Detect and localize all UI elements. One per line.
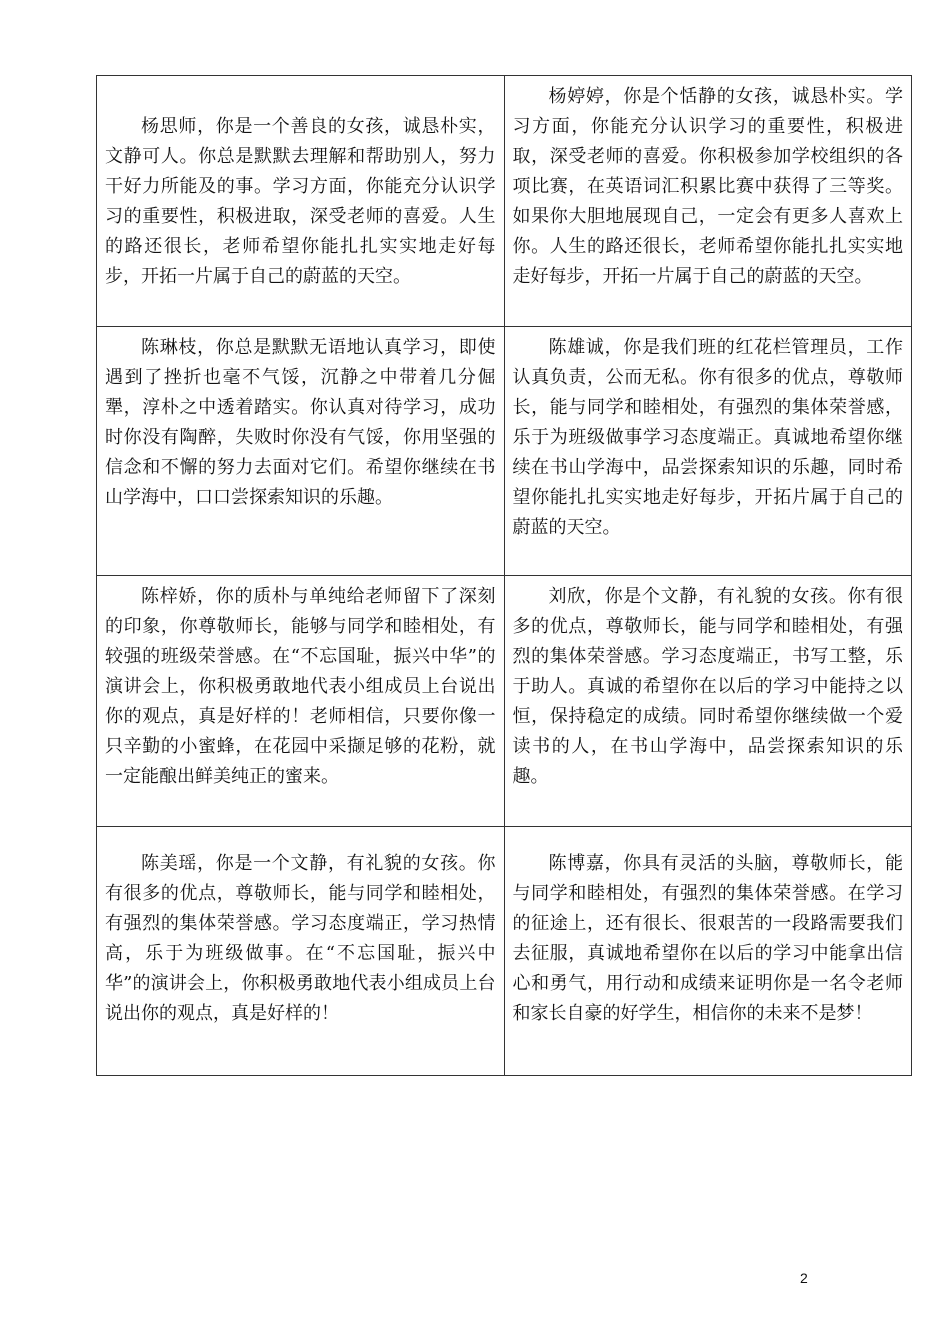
table-row — [97, 827, 912, 1076]
comment-text: 杨婷婷，你是个恬静的女孩，诚恳朴实。学习方面，你能充分认识学习的重要性，积极进取，深受老师的喜爱。你积极参加学校组织的各项比赛，在英语词汇积累比赛中获得了三等奖。如果你大胆地展现自己，一定会有更多人喜欢上你。人生的路还很长，老师希望你能扎扎实实地走好每步，开拓一片属于自己的蔚蓝的天空。 — [512, 86, 903, 287]
comment-text: 陈梓娇，你的质朴与单纯给老师留下了深刻的印象，你尊敬师长，能够与同学和睦相处，有较强的班级荣誉感。在“不忘国耻，振兴中华”的演讲会上，你积极勇敢地代表小组成员上台说出你的观点，真是好样的！老师相信，只要你像一只辛勤的小蜜蜂，在花园中采撷足够的花粉，就一定能酿出鲜美纯正的蜜来。 — [105, 586, 496, 787]
comment-text: 刘欣，你是个文静，有礼貌的女孩。你有很多的优点，尊敬师长，能与同学和睦相处，有强烈的集体荣誉感。学习态度端正，书写工整，乐于助人。真诚的希望你在以后的学习中能持之以恒，保持稳定的成绩。同时希望你继续做一个爱读书的人，在书山学海中，品尝探索知识的乐趣。 — [512, 586, 903, 787]
comment-cell-liu-xin — [504, 576, 912, 827]
comment-cell-yang-tingting — [504, 76, 912, 327]
comment-text: 陈雄诚，你是我们班的红花栏管理员，工作认真负责，公而无私。你有很多的优点，尊敬师长，能与同学和睦相处，有强烈的集体荣誉感，乐于为班级做事学习态度端正。真诚地希望你继续在书山学海中，品尝探索知识的乐趣，同时希望你能扎扎实实地走好每步，开拓片属于自己的蔚蓝的天空。 — [512, 337, 903, 538]
comment-cell-chen-xiongcheng — [504, 327, 912, 576]
table-row — [97, 576, 912, 827]
student-comments-table — [96, 75, 912, 1076]
page-number: 2 — [800, 1270, 808, 1286]
comment-text: 杨思师，你是一个善良的女孩，诚恳朴实，文静可人。你总是默默去理解和帮助别人，努力干好力所能及的事。学习方面，你能充分认识学习的重要性，积极进取，深受老师的喜爱。人生的路还很长，老师希望你能扎扎实实地走好每步，开拓一片属于自己的蔚蓝的天空。 — [105, 116, 496, 287]
comment-cell-chen-linzhi — [97, 327, 505, 576]
table-row — [97, 76, 912, 327]
comment-cell-yang-sishi — [97, 76, 505, 327]
comment-text: 陈美瑶，你是一个文静，有礼貌的女孩。你有很多的优点，尊敬师长，能与同学和睦相处，有强烈的集体荣誉感。学习态度端正，学习热情高，乐于为班级做事。在“不忘国耻，振兴中华”的演讲会上，你积极勇敢地代表小组成员上台说出你的观点，真是好样的！ — [105, 853, 496, 1024]
comment-text: 陈琳枝，你总是默默无语地认真学习，即使遇到了挫折也毫不气馁，沉静之中带着几分倔犟，淳朴之中透着踏实。你认真对待学习，成功时你没有陶醉，失败时你没有气馁，你用坚强的信念和不懈的努力去面对它们。希望你继续在书山学海中，口口尝探索知识的乐趣。 — [105, 337, 496, 508]
comment-text: 陈博嘉，你具有灵活的头脑，尊敬师长，能与同学和睦相处，有强烈的集体荣誉感。在学习的征途上，还有很长、很艰苦的一段路需要我们去征服，真诚地希望你在以后的学习中能拿出信心和勇气，用行动和成绩来证明你是一名令老师和家长自豪的好学生，相信你的未来不是梦！ — [512, 853, 903, 1024]
table-row — [97, 327, 912, 576]
comment-cell-chen-meiyao — [97, 827, 505, 1076]
comment-cell-chen-bojia — [504, 827, 912, 1076]
comment-cell-chen-zijiao — [97, 576, 505, 827]
